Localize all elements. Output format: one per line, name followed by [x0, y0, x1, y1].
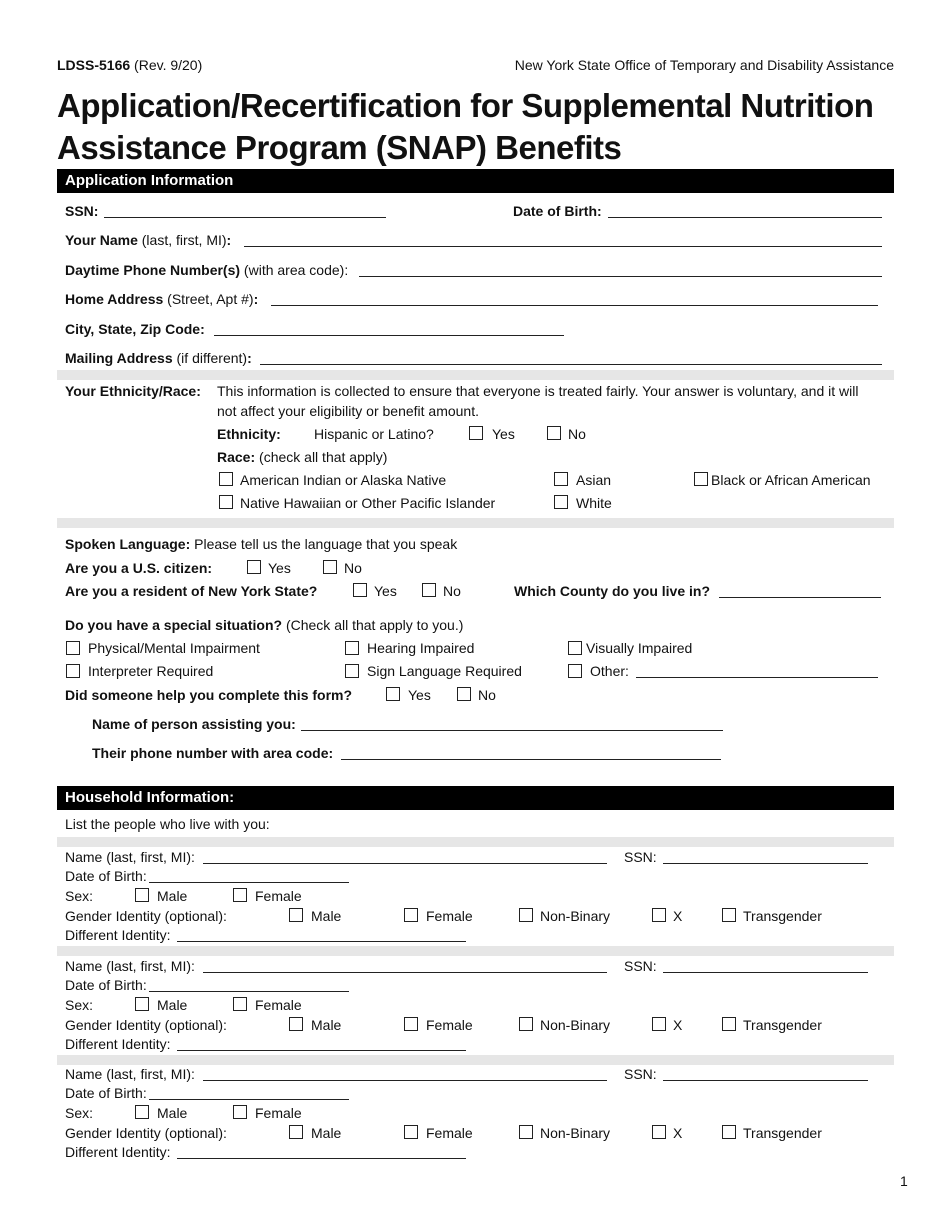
ethnicity-intro-1: This information is collected to ensure that everyone is treated fairly. Your answer is voluntary, and it will — [217, 383, 859, 399]
assistant-phone-label: Their phone number with area code: — [92, 745, 334, 761]
member-sex-male-label: Male — [157, 888, 188, 904]
citizen-no-checkbox[interactable] — [323, 560, 337, 574]
household-intro: List the people who live with you: — [65, 816, 270, 832]
title-line-2: Assistance Program (SNAP) Benefits — [57, 129, 622, 166]
physical-impairment-checkbox[interactable] — [66, 641, 80, 655]
gender-female-label: Female — [426, 1017, 473, 1033]
member-dob-field[interactable] — [149, 977, 349, 992]
your-name-label — [65, 232, 231, 248]
gender-male-checkbox[interactable] — [289, 1017, 303, 1031]
member-sex-female-checkbox[interactable] — [233, 997, 247, 1011]
gender-female-checkbox[interactable] — [404, 908, 418, 922]
section-divider — [57, 370, 894, 380]
member-name-field[interactable] — [203, 1066, 607, 1081]
help-no-label: No — [478, 687, 496, 703]
race-american-indian-checkbox[interactable] — [219, 472, 233, 486]
home-address-field[interactable] — [271, 291, 878, 306]
member-sex-male-checkbox[interactable] — [135, 1105, 149, 1119]
gender-non-binary-label: Non-Binary — [540, 1125, 611, 1141]
county-question: Which County do you live in? — [514, 583, 710, 599]
hearing-impaired-checkbox[interactable] — [345, 641, 359, 655]
resident-no-label: No — [443, 583, 461, 599]
spoken-language-label: Spoken Language: — [65, 536, 191, 552]
sign-language-label: Sign Language Required — [367, 663, 522, 679]
city-label: City, State, Zip Code: — [65, 321, 205, 337]
gender-x-checkbox[interactable] — [652, 1017, 666, 1031]
gender-x-checkbox[interactable] — [652, 1125, 666, 1139]
resident-no-checkbox[interactable] — [422, 583, 436, 597]
member-name-label: Name (last, first, MI): — [65, 1066, 195, 1082]
spoken-language-text: Please tell us the language that you speak — [194, 536, 458, 552]
member-sex-female-label: Female — [255, 888, 302, 904]
member-sex-male-checkbox[interactable] — [135, 888, 149, 902]
member-dob-field[interactable] — [149, 1085, 349, 1100]
dob-label: Date of Birth: — [513, 203, 602, 219]
ethnicity-race-label: Your Ethnicity/Race: — [65, 383, 201, 399]
other-checkbox[interactable] — [568, 664, 582, 678]
county-field[interactable] — [719, 583, 881, 598]
member-dob-label: Date of Birth: — [65, 977, 147, 993]
page-number: 1 — [900, 1173, 908, 1189]
colon: : — [247, 350, 252, 366]
household-info-heading: Household Information: — [57, 786, 894, 810]
member-dob-label: Date of Birth: — [65, 868, 147, 884]
visually-impaired-checkbox[interactable] — [568, 641, 582, 655]
section-divider — [57, 518, 894, 528]
member-sex-male-label: Male — [157, 997, 188, 1013]
home-bold: Home Address — [65, 291, 164, 307]
your-name-note: (last, first, MI) — [137, 232, 227, 248]
member-gender-label: Gender Identity (optional): — [65, 1017, 227, 1033]
member-different-identity-label: Different Identity: — [65, 927, 171, 943]
member-different-identity-label: Different Identity: — [65, 1036, 171, 1052]
gender-x-checkbox[interactable] — [652, 908, 666, 922]
ethnicity-intro-2: not affect your eligibility or benefit amount. — [217, 403, 480, 419]
member-sex-male-label: Male — [157, 1105, 188, 1121]
hispanic-yes-checkbox[interactable] — [469, 426, 483, 440]
gender-female-checkbox[interactable] — [404, 1017, 418, 1031]
ssn-field[interactable] — [104, 203, 386, 218]
help-question: Did someone help you complete this form? — [65, 687, 353, 703]
phone-label — [65, 262, 348, 278]
help-yes-checkbox[interactable] — [386, 687, 400, 701]
race-pacific-islander-label: Native Hawaiian or Other Pacific Islander — [240, 495, 496, 511]
resident-question: Are you a resident of New York State? — [65, 583, 318, 599]
race-black-label: Black or African American — [711, 472, 871, 488]
sign-language-checkbox[interactable] — [345, 664, 359, 678]
member-dob-field[interactable] — [149, 868, 349, 883]
mail-bold: Mailing Address — [65, 350, 173, 366]
member-ssn-field[interactable] — [663, 849, 868, 864]
member-sex-female-checkbox[interactable] — [233, 1105, 247, 1119]
member-name-label: Name (last, first, MI): — [65, 958, 195, 974]
form-revision: (Rev. 9/20) — [134, 57, 203, 73]
race-note: (check all that apply) — [259, 449, 388, 465]
member-ssn-field[interactable] — [663, 958, 868, 973]
phone-note: (with area code): — [240, 262, 349, 278]
citizen-yes-checkbox[interactable] — [247, 560, 261, 574]
form-id-line — [57, 57, 202, 73]
dob-field[interactable] — [608, 203, 882, 218]
assistant-name-field[interactable] — [301, 716, 723, 731]
member-sex-female-checkbox[interactable] — [233, 888, 247, 902]
race-pacific-islander-checkbox[interactable] — [219, 495, 233, 509]
special-situation-question: Do you have a special situation? — [65, 617, 283, 633]
gender-non-binary-checkbox[interactable] — [519, 908, 533, 922]
gender-transgender-checkbox[interactable] — [722, 908, 736, 922]
gender-male-label: Male — [311, 1125, 342, 1141]
gender-transgender-checkbox[interactable] — [722, 1017, 736, 1031]
hispanic-question: Hispanic or Latino? — [314, 426, 434, 442]
citizen-question: Are you a U.S. citizen: — [65, 560, 213, 576]
gender-non-binary-label: Non-Binary — [540, 1017, 611, 1033]
section-divider — [57, 946, 894, 956]
gender-female-checkbox[interactable] — [404, 1125, 418, 1139]
page-title — [57, 85, 873, 169]
agency-name: New York State Office of Temporary and Disability Assistance — [514, 57, 894, 73]
race-asian-label: Asian — [576, 472, 612, 488]
member-different-identity-label: Different Identity: — [65, 1144, 171, 1160]
spoken-language-line — [65, 536, 457, 552]
member-ssn-label: SSN: — [624, 1066, 657, 1082]
physical-impairment-label: Physical/Mental Impairment — [88, 640, 260, 656]
hispanic-yes-label: Yes — [492, 426, 515, 442]
home-note: (Street, Apt #) — [163, 291, 254, 307]
your-name-field[interactable] — [244, 232, 882, 247]
mailing-address-field[interactable] — [260, 350, 882, 365]
member-sex-label: Sex: — [65, 997, 94, 1013]
member-sex-male-checkbox[interactable] — [135, 997, 149, 1011]
special-situation-note: (Check all that apply to you.) — [285, 617, 464, 633]
member-different-identity-field[interactable] — [177, 927, 466, 942]
assistant-name-label: Name of person assisting you: — [92, 716, 296, 732]
gender-female-label: Female — [426, 908, 473, 924]
race-label-line — [217, 449, 387, 465]
member-dob-label: Date of Birth: — [65, 1085, 147, 1101]
other-field[interactable] — [636, 663, 878, 678]
gender-male-label: Male — [311, 908, 342, 924]
mail-note: (if different) — [172, 350, 248, 366]
gender-x-label: X — [673, 1017, 683, 1033]
ethnicity-label: Ethnicity: — [217, 426, 281, 442]
member-different-identity-field[interactable] — [177, 1144, 466, 1159]
gender-x-label: X — [673, 1125, 683, 1141]
race-american-indian-label: American Indian or Alaska Native — [240, 472, 447, 488]
race-asian-checkbox[interactable] — [554, 472, 568, 486]
member-name-field[interactable] — [203, 958, 607, 973]
gender-transgender-label: Transgender — [743, 1017, 822, 1033]
gender-x-label: X — [673, 908, 683, 924]
race-white-label: White — [576, 495, 612, 511]
member-ssn-field[interactable] — [663, 1066, 868, 1081]
resident-yes-label: Yes — [374, 583, 397, 599]
gender-male-checkbox[interactable] — [289, 1125, 303, 1139]
interpreter-required-checkbox[interactable] — [66, 664, 80, 678]
gender-non-binary-checkbox[interactable] — [519, 1017, 533, 1031]
section-divider — [57, 837, 894, 847]
member-sex-label: Sex: — [65, 1105, 94, 1121]
member-gender-label: Gender Identity (optional): — [65, 1125, 227, 1141]
member-ssn-label: SSN: — [624, 958, 657, 974]
visually-impaired-label: Visually Impaired — [586, 640, 693, 656]
help-yes-label: Yes — [408, 687, 431, 703]
member-sex-female-label: Female — [255, 1105, 302, 1121]
phone-bold: Daytime Phone Number(s) — [65, 262, 241, 278]
hearing-impaired-label: Hearing Impaired — [367, 640, 475, 656]
gender-male-checkbox[interactable] — [289, 908, 303, 922]
member-different-identity-field[interactable] — [177, 1036, 466, 1051]
member-sex-label: Sex: — [65, 888, 94, 904]
race-black-checkbox[interactable] — [694, 472, 708, 486]
gender-transgender-checkbox[interactable] — [722, 1125, 736, 1139]
assistant-phone-field[interactable] — [341, 745, 721, 760]
colon: : — [226, 232, 232, 248]
race-white-checkbox[interactable] — [554, 495, 568, 509]
member-name-field[interactable] — [203, 849, 607, 864]
colon: : — [253, 291, 259, 307]
special-situation-line — [65, 617, 463, 633]
member-gender-label: Gender Identity (optional): — [65, 908, 227, 924]
race-label: Race: — [217, 449, 256, 465]
gender-non-binary-label: Non-Binary — [540, 908, 611, 924]
hispanic-no-label: No — [568, 426, 586, 442]
member-sex-female-label: Female — [255, 997, 302, 1013]
gender-transgender-label: Transgender — [743, 1125, 822, 1141]
gender-male-label: Male — [311, 1017, 342, 1033]
section-divider — [57, 1055, 894, 1065]
phone-field[interactable] — [359, 262, 882, 277]
mailing-address-label — [65, 350, 252, 366]
member-name-label: Name (last, first, MI): — [65, 849, 195, 865]
city-field[interactable] — [214, 321, 564, 336]
form-id: LDSS-5166 — [57, 57, 131, 73]
gender-non-binary-checkbox[interactable] — [519, 1125, 533, 1139]
member-ssn-label: SSN: — [624, 849, 657, 865]
citizen-yes-label: Yes — [268, 560, 291, 576]
gender-female-label: Female — [426, 1125, 473, 1141]
interpreter-required-label: Interpreter Required — [88, 663, 214, 679]
title-line-1: Application/Recertification for Supplemental Nutrition — [57, 87, 874, 124]
other-label: Other: — [590, 663, 629, 679]
hispanic-no-checkbox[interactable] — [547, 426, 561, 440]
help-no-checkbox[interactable] — [457, 687, 471, 701]
gender-transgender-label: Transgender — [743, 908, 822, 924]
citizen-no-label: No — [344, 560, 362, 576]
your-name-bold: Your Name — [65, 232, 138, 248]
application-info-heading: Application Information — [57, 169, 894, 193]
ssn-label: SSN: — [65, 203, 99, 219]
home-address-label — [65, 291, 258, 307]
resident-yes-checkbox[interactable] — [353, 583, 367, 597]
